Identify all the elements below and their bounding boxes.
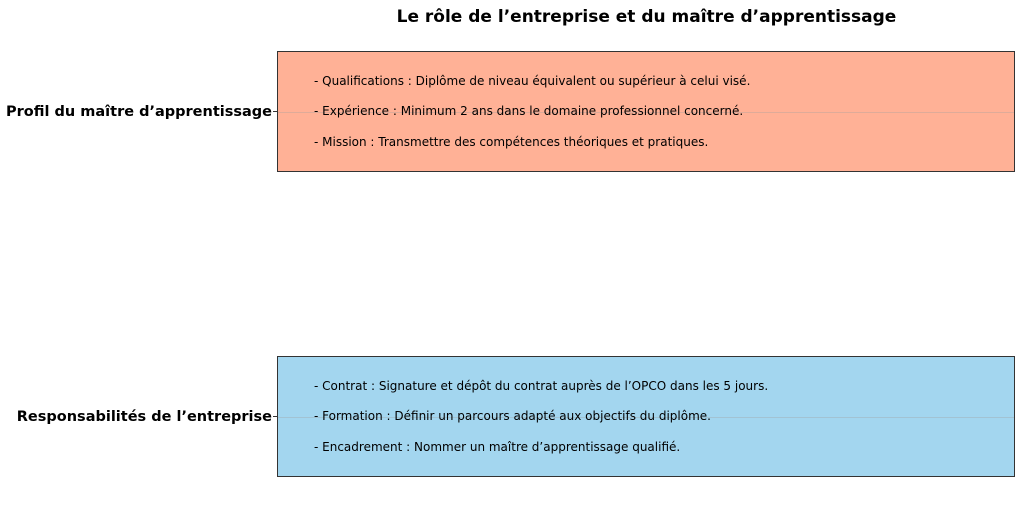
entreprise-item-contrat: - Contrat : Signature et dépôt du contrat auprès de l’OPCO dans les 5 jours. (314, 379, 769, 393)
profil-box (277, 51, 1015, 172)
profil-item-qualifications: - Qualifications : Diplôme de niveau équivalent ou supérieur à celui visé. (314, 74, 751, 88)
profil-item-experience: - Expérience : Minimum 2 ans dans le domaine professionnel concerné. (314, 104, 744, 118)
diagram-title: Le rôle de l’entreprise et du maître d’apprentissage (396, 7, 897, 27)
row-label-entreprise: Responsabilités de l’entreprise (16, 409, 272, 425)
entreprise-item-encadrement: - Encadrement : Nommer un maître d’apprentissage qualifié. (314, 440, 681, 454)
profil-item-mission: - Mission : Transmettre des compétences théoriques et pratiques. (314, 135, 709, 149)
entreprise-box (277, 356, 1015, 477)
entreprise-item-formation: - Formation : Définir un parcours adapté aux objectifs du diplôme. (314, 409, 711, 423)
row-label-profil: Profil du maître d’apprentissage (6, 104, 272, 120)
